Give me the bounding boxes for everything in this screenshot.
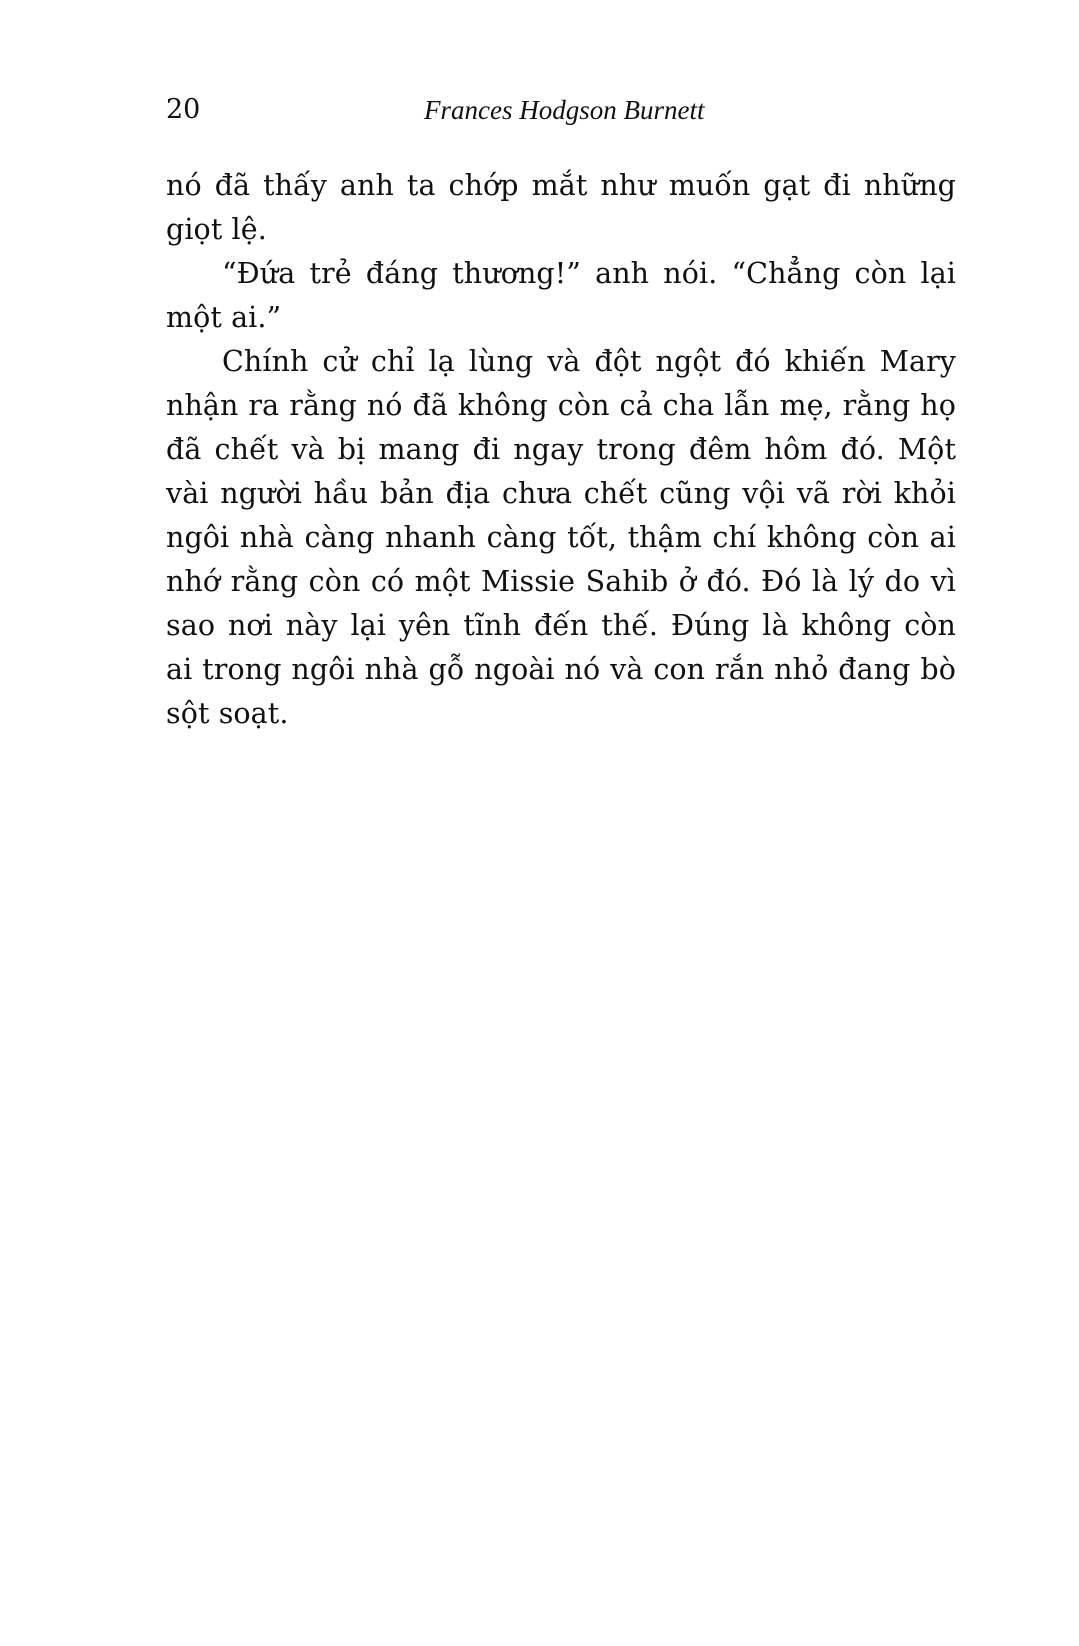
text-line: đã chết và bị mang đi ngay trong đêm hôm đó. Một	[166, 433, 956, 466]
text-line: ai trong ngôi nhà gỗ ngoài nó và con rắn nhỏ đang bò	[166, 653, 956, 686]
text-line: “Đứa trẻ đáng thương!” anh nói. “Chẳng còn lại	[222, 257, 956, 290]
text-line: vài người hầu bản địa chưa chết cũng vội vã rời khỏi	[166, 477, 956, 510]
text-line: nhớ rằng còn có một Missie Sahib ở đó. Đó là lý do vì	[166, 565, 956, 598]
text-line: Chính cử chỉ lạ lùng và đột ngột đó khiến Mary	[222, 345, 956, 378]
text-line: một ai.”	[166, 301, 282, 334]
text-line: sao nơi này lại yên tĩnh đến thế. Đúng là không còn	[166, 609, 956, 642]
body-text	[166, 164, 956, 736]
text-line: nó đã thấy anh ta chớp mắt như muốn gạt đi những	[166, 169, 956, 202]
page-number: 20	[166, 94, 201, 125]
text-line: giọt lệ.	[166, 213, 267, 246]
text-line: ngôi nhà càng nhanh càng tốt, thậm chí không còn ai	[166, 521, 956, 554]
text-line: sột soạt.	[166, 697, 289, 730]
running-head	[166, 90, 956, 130]
text-line: nhận ra rằng nó đã không còn cả cha lẫn mẹ, rằng họ	[166, 389, 956, 422]
running-title-author: Frances Hodgson Burnett	[424, 95, 705, 125]
